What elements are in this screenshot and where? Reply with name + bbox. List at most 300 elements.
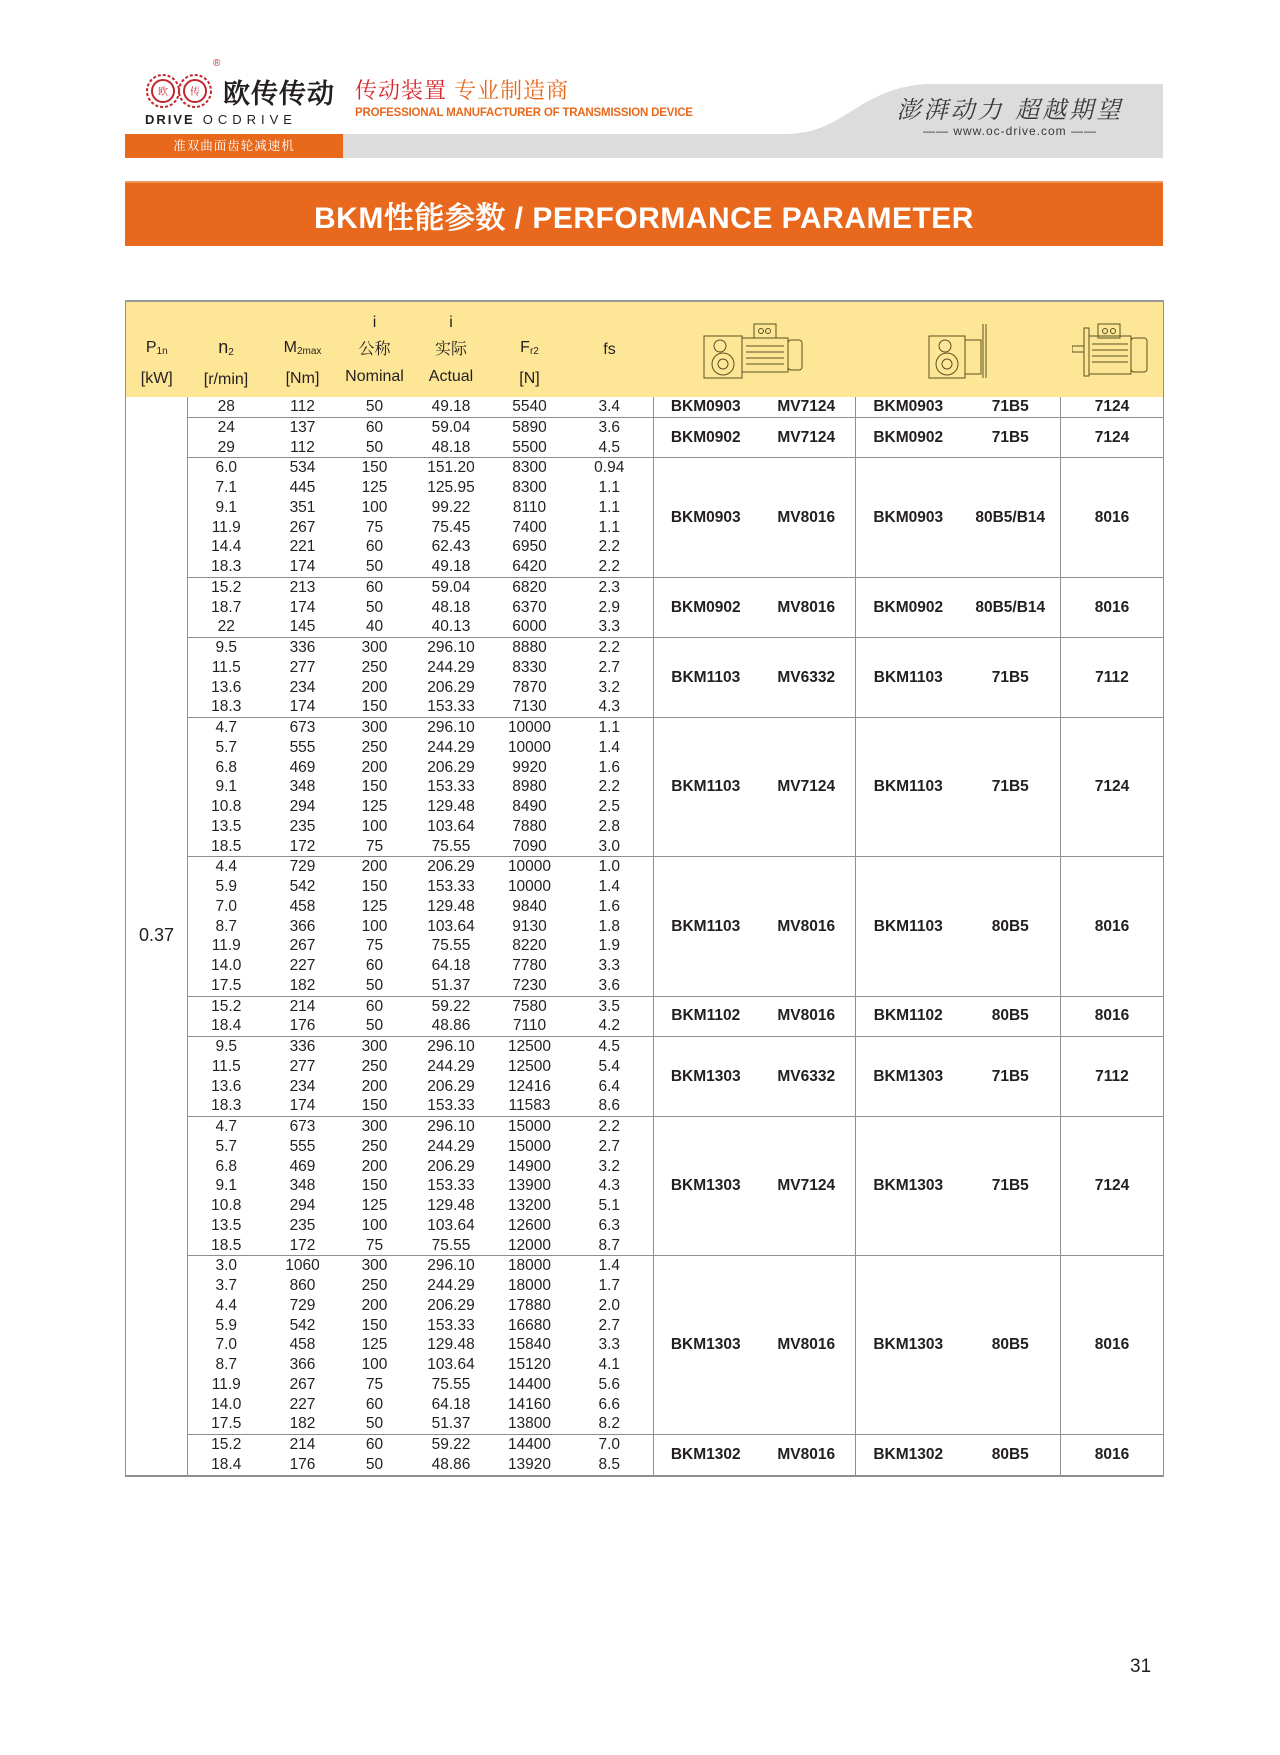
flange-cell: 71B5 [991,398,1029,415]
m2max-cell: 227 [289,957,316,974]
fr2-cell: 10000 [507,878,552,895]
fr2-cell: 7580 [494,996,566,1016]
fs-cell: 4.2 [598,1017,621,1035]
m2max-cell: 234 [289,678,316,696]
i-nominal-cell: 60 [365,957,384,974]
fr2-cell: 5540 [512,398,547,415]
i-nominal-cell: 60 [341,417,409,437]
m2max-cell: 348 [289,1177,316,1195]
fr2-cell: 8300 [494,458,566,478]
fr2-cell: 7780 [512,957,547,974]
fr2-cell: 6950 [512,538,547,556]
i-nominal-cell: 125 [361,1336,388,1354]
i-nominal-cell: 150 [361,1097,388,1115]
reducer-model-cell: BKM1103 [856,638,961,718]
i-nominal-cell: 125 [361,479,388,496]
header-reducer-drawing [856,301,1061,397]
i-actual-cell: 153.33 [427,878,475,895]
power-cell: 0.37 [126,397,188,1476]
fr2-cell: 8220 [512,937,547,955]
fs-cell: 3.2 [598,1157,621,1175]
m2max-cell: 336 [265,638,341,658]
i-nominal-cell: 250 [361,1057,388,1075]
page-header [125,58,1163,158]
fr2-cell: 8330 [512,658,547,676]
fs-cell: 3.3 [598,957,621,974]
page-number: 31 [1130,1656,1152,1677]
n2-cell: 28 [217,398,235,415]
i-actual-cell: 40.13 [431,618,471,636]
reducer-model-cell: BKM0903 [856,458,961,578]
section-title-bar [125,181,1163,246]
n2-cell: 11.5 [211,1057,241,1075]
i-actual-cell: 75.55 [431,837,471,855]
m2max-cell: 176 [289,1455,316,1473]
flange-cell: 71B5 [961,417,1061,458]
fs-cell: 2.2 [566,1117,654,1137]
m2max-cell: 137 [265,417,341,437]
gearmotor-model-cell: BKM0902 [654,417,758,458]
i-actual-cell: 244.29 [427,658,475,676]
fr2-cell: 11583 [508,1097,551,1115]
i-nominal-cell: 100 [361,1356,388,1373]
fr2-cell: 14400 [494,1435,566,1455]
motor-code-cell: 8016 [1061,458,1164,578]
n2-cell: 22 [217,618,235,636]
fs-cell: 6.3 [598,1216,621,1234]
gearbox-with-motor-icon [700,318,810,382]
n2-cell: 13.5 [211,817,242,835]
slogan: 澎湃动力 超越期望 [896,96,1124,124]
fs-cell: 1.4 [566,1256,654,1276]
fs-cell: 4.3 [598,1177,621,1195]
fs-cell: 8.2 [598,1415,621,1433]
fr2-cell: 12000 [507,1236,552,1254]
i-actual-cell: 125.95 [427,479,475,496]
m2max-cell: 277 [289,1057,316,1075]
performance-table [125,300,1164,1477]
fs-cell: 1.0 [566,857,654,877]
i-actual-cell: 244.29 [427,1057,475,1075]
i-actual-cell: 48.86 [431,1455,471,1473]
i-nominal-cell: 75 [365,937,384,955]
motor-code-cell: 8016 [1061,577,1164,637]
m2max-cell: 182 [289,1415,316,1433]
motor-model-cell: MV6332 [758,1037,856,1117]
m2max-cell: 458 [289,1336,316,1354]
fs-cell: 1.6 [598,758,621,776]
fr2-cell: 16680 [507,1316,552,1334]
gearbox-with-flange-icon [923,318,993,382]
m2max-cell: 235 [289,1216,316,1234]
table-row [126,1037,1164,1057]
n2-cell: 15.2 [188,996,265,1016]
gearmotor-model-cell: BKM1102 [654,996,758,1037]
gearmotor-model-cell: BKM1303 [654,1117,758,1256]
m2max-cell: 221 [289,538,316,556]
reducer-model-cell: BKM1303 [856,1256,961,1435]
i-actual-cell: 153.33 [427,1316,475,1334]
n2-cell: 17.5 [211,976,242,994]
m2max-cell: 145 [289,618,316,636]
fs-cell: 4.3 [598,698,621,716]
motor-model-cell: MV8016 [758,857,856,996]
flange-cell: 71B5 [961,1117,1061,1256]
i-actual-cell: 129.48 [427,897,475,915]
fs-cell: 3.3 [598,618,621,636]
flange-cell: 71B5 [961,1037,1061,1117]
i-actual-cell: 296.10 [409,1256,494,1276]
fs-cell: 5.6 [598,1375,621,1393]
i-nominal-cell: 125 [361,897,388,915]
i-nominal-cell: 200 [361,678,388,696]
i-actual-cell: 64.18 [431,1395,471,1413]
i-actual-cell: 59.22 [409,996,494,1016]
m2max-cell: 176 [289,1017,316,1035]
m2max-cell: 174 [289,1097,316,1115]
n2-cell: 18.3 [211,558,242,575]
i-actual-cell: 59.22 [409,1435,494,1455]
n2-cell: 6.8 [215,1157,238,1175]
flange-cell: 80B5/B14 [961,458,1061,578]
fr2-cell: 15840 [507,1336,552,1354]
fr2-cell: 12500 [507,1057,552,1075]
i-actual-cell: 244.29 [427,1277,475,1294]
fs-cell: 1.4 [598,738,621,756]
n2-cell: 6.8 [215,758,238,776]
fs-cell: 3.3 [598,1336,621,1354]
i-actual-cell: 129.48 [427,1197,475,1214]
flange-cell: 71B5 [961,718,1061,857]
n2-cell: 7.0 [215,897,238,915]
i-actual-cell: 59.04 [409,577,494,597]
fr2-cell: 17880 [507,1296,552,1314]
fr2-cell: 10000 [494,718,566,738]
n2-cell: 13.5 [211,1216,242,1234]
table-header-row [126,301,1164,397]
fr2-cell: 15000 [507,1137,552,1155]
table-row [126,577,1164,597]
i-actual-cell: 244.29 [427,1137,475,1155]
gearmotor-model-cell: BKM0903 [654,458,758,578]
fs-cell: 2.2 [566,638,654,658]
motor-model-cell: MV7124 [777,398,836,415]
m2max-cell: 112 [290,438,315,456]
fr2-cell: 7090 [512,837,547,855]
i-actual-cell: 153.33 [427,1097,475,1115]
reducer-model-cell: BKM0902 [856,577,961,637]
i-nominal-cell: 200 [341,857,409,877]
table-row [126,397,1164,417]
m2max-cell: 172 [289,1236,316,1254]
i-actual-cell: 49.18 [431,558,471,575]
i-nominal-cell: 50 [365,398,384,415]
m2max-cell: 336 [265,1037,341,1057]
motor-model-cell: MV7124 [758,417,856,458]
i-nominal-cell: 100 [361,498,388,516]
i-nominal-cell: 100 [361,1216,388,1234]
i-actual-cell: 296.10 [409,638,494,658]
motor-code-cell: 7124 [1061,397,1164,417]
i-nominal-cell: 75 [365,518,384,536]
i-actual-cell: 51.37 [431,1415,471,1433]
i-actual-cell: 244.29 [427,738,475,756]
m2max-cell: 534 [265,458,341,478]
fs-cell: 2.2 [598,778,621,796]
n2-cell: 4.7 [188,1117,265,1137]
i-nominal-cell: 125 [361,798,388,815]
fr2-cell: 14400 [507,1375,552,1393]
m2max-cell: 182 [289,976,316,994]
i-nominal-cell: 75 [365,1375,384,1393]
table-row [126,417,1164,437]
fr2-cell: 7870 [512,678,547,696]
i-actual-cell: 296.10 [409,1037,494,1057]
fs-cell: 3.6 [566,417,654,437]
m2max-cell: 267 [289,1375,316,1393]
m2max-cell: 458 [289,897,316,915]
table-body [126,397,1164,1476]
i-actual-cell: 103.64 [427,1356,475,1373]
motor-code-cell: 8016 [1061,857,1164,996]
fs-cell: 3.6 [598,976,621,994]
fs-cell: 3.2 [598,678,621,696]
motor-code-cell: 7112 [1061,1037,1164,1117]
i-actual-cell: 75.55 [431,1375,471,1393]
motor-code-cell: 7124 [1061,718,1164,857]
n2-cell: 13.6 [211,678,242,696]
fs-cell: 6.4 [598,1077,621,1095]
i-nominal-cell: 60 [341,1435,409,1455]
m2max-cell: 235 [289,817,316,835]
svg-text:传: 传 [190,87,200,98]
fr2-cell: 8880 [494,638,566,658]
gearmotor-model-cell: BKM1302 [654,1435,758,1476]
fr2-cell: 13200 [507,1197,552,1214]
i-actual-cell: 153.33 [427,778,475,796]
i-nominal-cell: 50 [365,976,384,994]
fs-cell: 2.2 [598,538,621,556]
flange-cell: 80B5 [961,1256,1061,1435]
i-actual-cell: 75.45 [431,518,471,536]
fr2-cell: 9920 [512,758,547,776]
n2-cell: 9.5 [188,638,265,658]
n2-cell: 9.5 [188,1037,265,1057]
i-actual-cell: 59.04 [409,417,494,437]
fr2-cell: 15000 [494,1117,566,1137]
m2max-cell: 542 [289,1316,316,1334]
m2max-cell: 227 [289,1395,316,1413]
website-link[interactable]: —— www.oc-drive.com —— [922,124,1098,138]
gearmotor-model-cell: BKM0902 [654,577,758,637]
m2max-cell: 214 [265,996,341,1016]
i-actual-cell: 51.37 [431,976,471,994]
i-actual-cell: 49.18 [431,398,471,415]
fr2-cell: 18000 [494,1256,566,1276]
i-nominal-cell: 250 [361,1137,388,1155]
i-nominal-cell: 250 [361,1277,388,1294]
header-i-nominal: i 公称 Nominal [341,301,409,397]
n2-cell: 6.0 [188,458,265,478]
i-actual-cell: 103.64 [427,1216,475,1234]
i-nominal-cell: 100 [361,917,388,935]
m2max-cell: 673 [265,1117,341,1137]
table-row [126,1435,1164,1455]
fr2-cell: 9840 [512,897,547,915]
performance-table-container [125,300,1163,1477]
m2max-cell: 213 [265,577,341,597]
fs-cell: 2.9 [598,598,621,616]
fs-cell: 2.5 [598,798,621,815]
header-gearmotor-drawing [654,301,856,397]
motor-code-cell: 7124 [1061,417,1164,458]
n2-cell: 9.1 [215,1177,238,1195]
fr2-cell: 8110 [512,498,547,516]
fr2-cell: 14900 [507,1157,552,1175]
logo-chinese-name: 欧传传动 [223,79,335,109]
fs-cell: 1.1 [598,479,621,496]
m2max-cell: 112 [290,398,315,415]
fr2-cell: 8980 [512,778,547,796]
i-nominal-cell: 125 [361,1197,388,1214]
tagline-english: PROFESSIONAL MANUFACTURER OF TRANSMISSION DEVICE [355,107,693,119]
n2-cell: 15.2 [188,577,265,597]
fs-cell: 2.7 [598,1316,621,1334]
table-row [126,1117,1164,1137]
flange-cell: 80B5 [961,996,1061,1037]
fr2-cell: 7400 [512,518,547,536]
n2-cell: 11.9 [211,937,241,955]
fr2-cell: 13920 [507,1455,552,1473]
fs-cell: 8.7 [598,1236,621,1254]
reducer-model-cell: BKM0903 [856,397,961,417]
i-actual-cell: 103.64 [427,917,475,935]
fr2-cell: 10000 [494,857,566,877]
i-nominal-cell: 50 [365,558,384,575]
motor-code-cell: 7124 [1061,1117,1164,1256]
i-nominal-cell: 150 [361,698,388,716]
fr2-cell: 6420 [512,558,547,575]
header-fs: fs [566,301,654,397]
i-nominal-cell: 300 [341,1117,409,1137]
n2-cell: 8.7 [215,917,238,935]
n2-cell: 14.0 [211,1395,242,1413]
i-actual-cell: 129.48 [427,798,475,815]
fs-cell: 4.1 [598,1356,621,1373]
i-nominal-cell: 60 [365,538,384,556]
fr2-cell: 14160 [507,1395,552,1413]
fs-cell: 1.1 [598,498,621,516]
m2max-cell: 860 [289,1277,316,1294]
fr2-cell: 8300 [512,479,547,496]
i-nominal-cell: 150 [341,458,409,478]
motor-model-cell: MV6332 [758,638,856,718]
fr2-cell: 12500 [494,1037,566,1057]
gearmotor-model-cell: BKM0903 [654,397,758,417]
n2-cell: 4.7 [188,718,265,738]
motor-code-cell: 8016 [1061,1435,1164,1476]
n2-cell: 18.7 [211,598,242,616]
fr2-cell: 12416 [507,1077,552,1095]
n2-cell: 18.5 [211,837,242,855]
i-nominal-cell: 150 [361,1316,388,1334]
logo-english-name: DRIVE OCDRIVE [145,112,297,127]
m2max-cell: 366 [289,1356,316,1373]
fr2-cell: 8490 [512,798,547,815]
fs-cell: 1.6 [598,897,621,915]
m2max-cell: 542 [289,878,316,895]
fr2-cell: 5890 [494,417,566,437]
m2max-cell: 469 [289,1157,316,1175]
fr2-cell: 6820 [494,577,566,597]
i-nominal-cell: 40 [365,618,384,636]
gearmotor-model-cell: BKM1303 [654,1256,758,1435]
i-nominal-cell: 300 [341,638,409,658]
fs-cell: 1.7 [598,1277,621,1294]
fs-cell: 4.5 [566,1037,654,1057]
fs-cell: 0.94 [566,458,654,478]
header-i-actual: i 实际 Actual [409,301,494,397]
fs-cell: 2.0 [598,1296,621,1314]
reducer-model-cell: BKM0902 [856,417,961,458]
n2-cell: 3.7 [215,1277,238,1294]
n2-cell: 5.9 [215,878,238,895]
n2-cell: 9.1 [215,498,238,516]
m2max-cell: 351 [289,498,316,516]
n2-cell: 9.1 [215,778,238,796]
fs-cell: 2.7 [598,658,621,676]
motor-model-cell: MV7124 [758,1117,856,1256]
fs-cell: 1.1 [598,518,621,536]
m2max-cell: 673 [265,718,341,738]
motor-model-cell: MV7124 [758,718,856,857]
i-actual-cell: 129.48 [427,1336,475,1354]
m2max-cell: 214 [265,1435,341,1455]
fs-cell: 2.3 [566,577,654,597]
n2-cell: 14.4 [211,538,242,556]
fr2-cell: 6000 [512,618,547,636]
i-actual-cell: 75.55 [431,1236,471,1254]
fs-cell: 5.1 [598,1197,621,1214]
n2-cell: 5.9 [215,1316,238,1334]
reducer-model-cell: BKM1102 [856,996,961,1037]
n2-cell: 4.4 [188,857,265,877]
fs-cell: 6.6 [598,1395,621,1413]
n2-cell: 5.7 [215,738,238,756]
m2max-cell: 729 [289,1296,316,1314]
n2-cell: 11.9 [211,1375,241,1393]
m2max-cell: 172 [289,837,316,855]
i-actual-cell: 151.20 [409,458,494,478]
i-nominal-cell: 60 [365,1395,384,1413]
n2-cell: 8.7 [215,1356,238,1373]
m2max-cell: 555 [289,1137,316,1155]
fs-cell: 3.0 [598,837,621,855]
i-nominal-cell: 200 [361,1157,388,1175]
i-actual-cell: 48.18 [431,598,471,616]
gearmotor-model-cell: BKM1103 [654,638,758,718]
header-motor-drawing [1061,301,1164,397]
m2max-cell: 267 [289,937,316,955]
m2max-cell: 234 [289,1077,316,1095]
n2-cell: 18.3 [211,1097,242,1115]
i-actual-cell: 99.22 [431,498,471,516]
svg-text:欧: 欧 [158,87,168,98]
n2-cell: 18.5 [211,1236,242,1254]
reducer-model-cell: BKM1103 [856,857,961,996]
gearmotor-model-cell: BKM1103 [654,718,758,857]
fr2-cell: 7130 [512,698,547,716]
